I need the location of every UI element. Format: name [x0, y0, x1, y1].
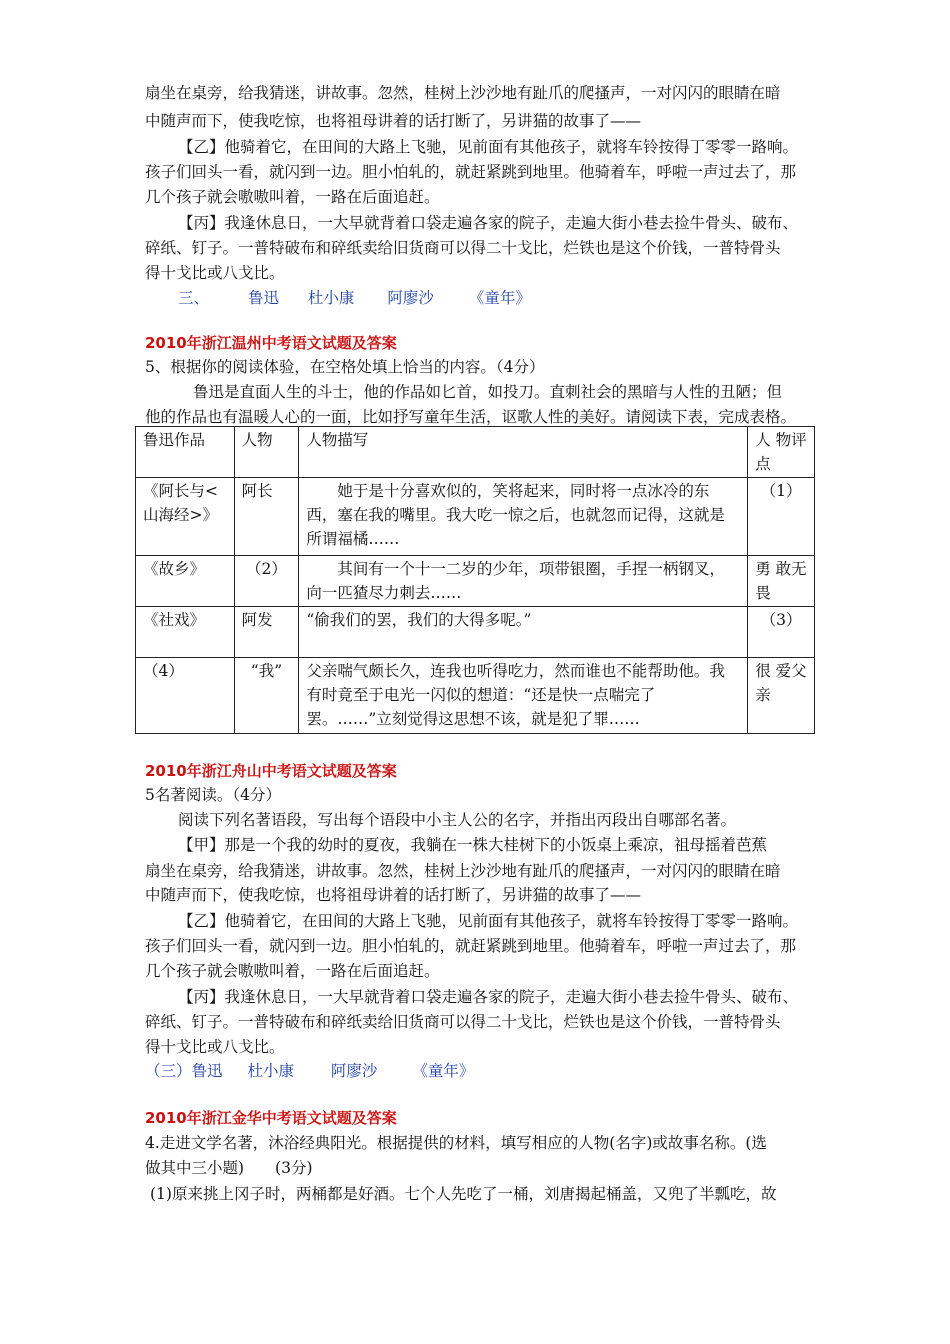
table-row	[136, 478, 815, 556]
answer-item: 阿廖沙	[387, 289, 434, 307]
table-header: 鲁迅作品	[136, 427, 235, 478]
paragraph-line: 几个孩子就会嗷嗷叫着，一路在后面追赶。	[145, 188, 440, 206]
answer-item: 鲁迅	[247, 289, 279, 307]
answer-line	[145, 1061, 474, 1081]
table-cell: 她于是十分喜欢似的，笑将起来，同时将一点冰冷的东西，塞在我的嘴里。我大吃一惊之后，也就忽而记得，这就是所谓福橘……	[299, 478, 748, 556]
table-cell: 阿发	[234, 607, 299, 658]
table-cell: （4）	[136, 658, 235, 734]
paragraph-line: 得十戈比或八戈比。	[145, 1038, 285, 1056]
table-cell: 《故乡》	[136, 556, 235, 607]
paragraph-line: 中随声而下，使我吃惊，也将祖母讲着的话打断了，另讲猫的故事了——	[145, 112, 642, 130]
paragraph-line: 中随声而下，使我吃惊，也将祖母讲着的话打断了，另讲猫的故事了——	[145, 886, 642, 904]
table-cell: 勇 敢无畏	[748, 556, 815, 607]
paragraph-line: 扇坐在桌旁，给我猜迷，讲故事。忽然，桂树上沙沙地有趾爪的爬搔声，一对闪闪的眼睛在暗	[145, 84, 781, 102]
answer-item: 杜小康	[307, 289, 355, 307]
paragraph-line: 碎纸、钉子。一普特破布和碎纸卖给旧货商可以得二十戈比，烂铁也是这个价钱，一普特骨头	[145, 1013, 781, 1031]
table-cell: 阿长	[234, 478, 299, 556]
table-cell: （1）	[748, 478, 815, 556]
table-cell: （2）	[234, 556, 299, 607]
section-heading: 2010年浙江温州中考语文试题及答案	[145, 334, 397, 352]
table-cell: “偷我们的罢，我们的大得多呢。”	[299, 607, 748, 658]
paragraph-line: 【乙】他骑着它，在田间的大路上飞驰，见前面有其他孩子，就将车铃按得丁零零一路响。	[178, 138, 799, 156]
paragraph-line: 【甲】那是一个我的幼时的夏夜，我躺在一株大桂树下的小饭桌上乘凉，祖母摇着芭蕉	[178, 836, 768, 854]
table-cell: “我”	[234, 658, 299, 734]
table-header: 人物	[234, 427, 299, 478]
answer-line	[178, 288, 531, 308]
paragraph-line: 鲁迅是直面人生的斗士，他的作品如匕首，如投刀。直刺社会的黑暗与人性的丑陋；但	[193, 383, 783, 401]
answer-item: 杜小康	[247, 1062, 294, 1080]
section-heading: 2010年浙江舟山中考语文试题及答案	[145, 762, 397, 780]
table-cell: 《社戏》	[136, 607, 235, 658]
paragraph-line: 孩子们回头一看，就闪到一边。胆小怕轧的，就赶紧跳到地里。他骑着车，呼啦一声过去了，那	[145, 163, 797, 181]
table-cell: 其间有一个十一二岁的少年，项带银圈，手捏一柄钢叉，向一匹猹尽力刺去……	[299, 556, 748, 607]
section-heading: 2010年浙江金华中考语文试题及答案	[145, 1109, 397, 1127]
table-row	[136, 658, 815, 734]
answer-item: 《童年》	[468, 289, 531, 307]
answer-item: 《童年》	[412, 1062, 475, 1080]
question-line: 4.走进文学名著，沐浴经典阳光。根据提供的材料，填写相应的人物(名字)或故事名称。(选	[145, 1134, 767, 1152]
paragraph-line: 【乙】他骑着它，在田间的大路上飞驰，见前面有其他孩子，就将车铃按得丁零零一路响。	[178, 912, 799, 930]
table-header-row	[136, 427, 815, 478]
paragraph-line: 扇坐在桌旁，给我猜迷，讲故事。忽然，桂树上沙沙地有趾爪的爬搔声，一对闪闪的眼睛在暗	[145, 862, 781, 880]
paragraph-line: 他的作品也有温暖人心的一面，比如抒写童年生活，讴歌人性的美好。请阅读下表，完成表格。	[145, 408, 797, 426]
question-line: 5、根据你的阅读体验，在空格处填上恰当的内容。（4分）	[145, 358, 545, 376]
table-cell: 很 爱父亲	[748, 658, 815, 734]
table-cell: 父亲喘气颇长久，连我也听得吃力，然而谁也不能帮助他。我有时竟至于电光一闪似的想道：“还是快一点喘完了罢。……”立刻觉得这思想不该，就是犯了罪……	[299, 658, 748, 734]
paragraph-line: (1)原来挑上冈子时，两桶都是好酒。七个人先吃了一桶，刘唐揭起桶盖，又兜了半瓢吃，故	[150, 1185, 777, 1203]
answer-item: （三）鲁迅	[145, 1062, 223, 1080]
works-table	[135, 426, 815, 734]
paragraph-line: 【丙】我逢休息日，一大早就背着口袋走遍各家的院子，走遍大街小巷去捡牛骨头、破布、	[178, 988, 799, 1006]
answer-item: 阿廖沙	[330, 1062, 378, 1080]
paragraph-line: 孩子们回头一看，就闪到一边。胆小怕轧的，就赶紧跳到地里。他骑着车，呼啦一声过去了，那	[145, 937, 797, 955]
table-cell: 《阿长与<山海经>》	[136, 478, 235, 556]
question-line: 做其中三小题) (3分)	[145, 1159, 313, 1177]
answer-item: 三、	[178, 289, 210, 307]
paragraph-line: 【丙】我逢休息日，一大早就背着口袋走遍各家的院子，走遍大街小巷去捡牛骨头、破布、	[178, 214, 799, 232]
paragraph-line: 阅读下列名著语段，写出每个语段中小主人公的名字，并指出丙段出自哪部名著。	[178, 811, 737, 829]
question-line: 5名著阅读。（4分）	[145, 786, 281, 804]
table-cell: （3）	[748, 607, 815, 658]
paragraph-line: 碎纸、钉子。一普特破布和碎纸卖给旧货商可以得二十戈比，烂铁也是这个价钱，一普特骨头	[145, 239, 781, 257]
paragraph-line: 得十戈比或八戈比。	[145, 264, 285, 282]
paragraph-line: 几个孩子就会嗷嗷叫着，一路在后面追赶。	[145, 962, 440, 980]
table-row	[136, 556, 815, 607]
table-header: 人物描写	[299, 427, 748, 478]
table-header: 人 物评点	[748, 427, 815, 478]
table-row	[136, 607, 815, 658]
